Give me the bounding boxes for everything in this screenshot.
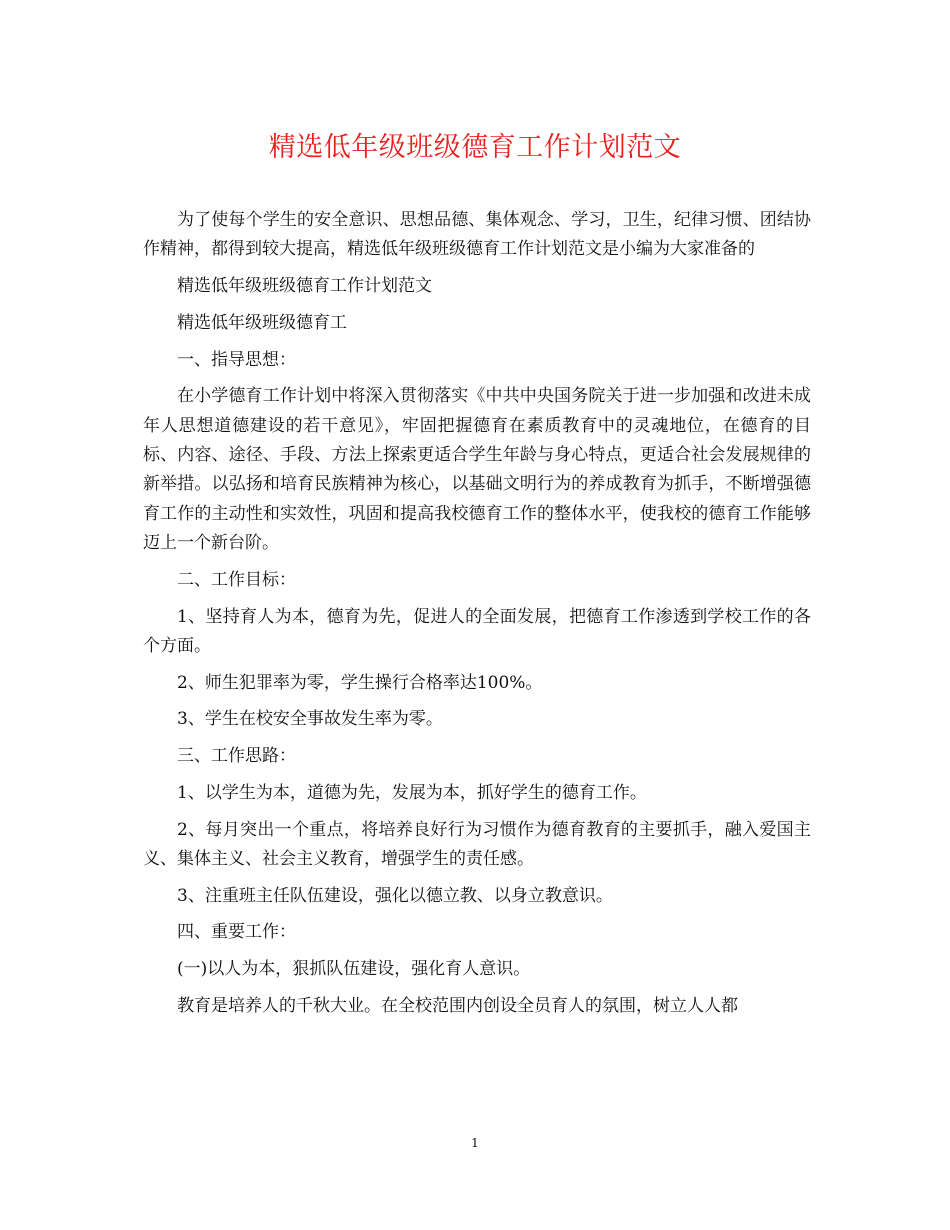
list-item: 1、坚持育人为本，德育为先，促进人的全面发展，把德育工作渗透到学校工作的各个方面。 xyxy=(143,606,811,657)
list-item: 3、注重班主任队伍建设，强化以德立教、以身立教意识。 xyxy=(177,885,613,906)
document-title: 精选低年级班级德育工作计划范文 xyxy=(268,132,682,163)
list-item: 2、师生犯罪率为零，学生操行合格率达100%。 xyxy=(177,672,543,693)
list-item: 1、以学生为本，道德为先，发展为本，抓好学生的德育工作。 xyxy=(177,782,647,803)
section-heading: 二、工作目标： xyxy=(177,569,296,590)
paragraph: 精选低年级班级德育工 xyxy=(177,312,347,333)
document-body xyxy=(143,206,811,1029)
page-number: 1 xyxy=(471,1136,479,1150)
section-heading: 一、指导思想： xyxy=(177,349,296,370)
list-item: 3、学生在校安全事故发生率为零。 xyxy=(177,709,443,730)
list-item: 2、每月突出一个重点，将培养良好行为习惯作为德育教育的主要抓手，融入爱国主义、集体主义、社会主义教育，增强学生的责任感。 xyxy=(143,819,811,869)
section-heading: 四、重要工作： xyxy=(177,922,296,943)
paragraph: 为了使每个学生的安全意识、思想品德、集体观念、学习，卫生，纪律习惯、团结协作精神，都得到较大提高，精选低年级班级德育工作计划范文是小编为大家准备的 xyxy=(143,210,811,260)
paragraph: 在小学德育工作计划中将深入贯彻落实《中共中央国务院关于进一步加强和改进未成年人思想道德建设的若干意见》，牢固把握德育在素质教育中的灵魂地位，在德育的目标、内容、途径、手段、方法上探索更适合学生年龄与身心特点，更适合社会发展规律的新举措。以弘扬和培育民族精神为核心，以基础文明行为的养成教育为抓手，不断增强德育工作的主动性和实效性，巩固和提高我校德育工作的整体水平，使我校的德育工作能够迈上一个新台阶。 xyxy=(143,386,811,554)
paragraph: 教育是培养人的千秋大业。在全校范围内创设全员育人的氛围，树立人人都 xyxy=(177,995,738,1016)
section-heading: 三、工作思路： xyxy=(177,746,296,767)
paragraph: 精选低年级班级德育工作计划范文 xyxy=(177,276,432,297)
subsection-heading: (一)以人为本，狠抓队伍建设，强化育人意识。 xyxy=(177,959,531,980)
